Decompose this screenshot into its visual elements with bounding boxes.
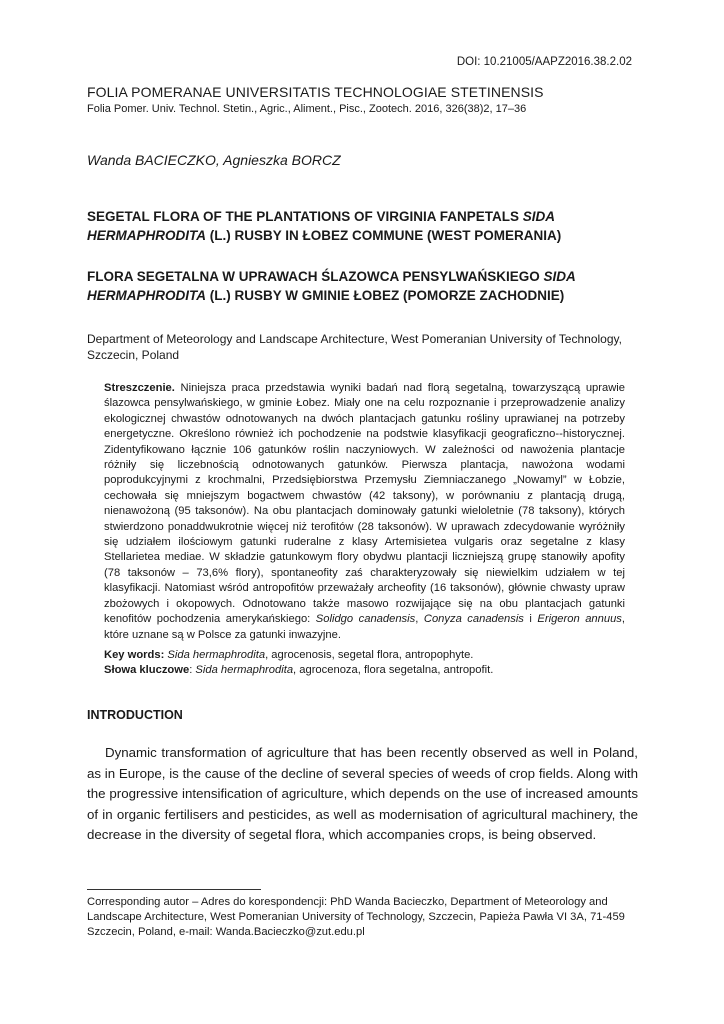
title-english [87,207,647,245]
keywords-en-label: Key words: [104,649,165,661]
title-en-part2: (L.) RUSBY IN ŁOBEZ COMMUNE (WEST POMERANIA) [206,228,562,243]
title-pl-part2: (L.) RUSBY W GMINIE ŁOBEZ (POMORZE ZACHODNIE) [206,288,565,303]
introduction-heading: INTRODUCTION [87,708,183,722]
keywords-pl-label: Słowa kluczowe [104,664,190,677]
abstract-species-3: Erigeron annuus [537,613,622,626]
keywords-pl-rest: , agrocenoza, flora segetalna, antropofit. [293,664,494,677]
title-en-part1: SEGETAL FLORA OF THE PLANTATIONS OF VIRGINIA FANPETALS [87,209,523,224]
abstract-sep-1: , [415,613,424,626]
keywords-en-rest: , agrocenosis, segetal flora, antropophyte. [265,649,474,661]
journal-title: FOLIA POMERANAE UNIVERSITATIS TECHNOLOGIAE STETINENSIS [87,84,544,100]
keywords-pl-species: Sida hermaphrodita [195,664,294,677]
title-pl-part1: FLORA SEGETALNA W UPRAWACH ŚLAZOWCA PENSYLWAŃSKIEGO [87,269,544,284]
abstract-text: Niniejsza praca przedstawia wyniki badań nad florą segetalną, towarzyszącą uprawie ślazowca pensylwańskiego, w gminie Łobez. Miały one na celu rozpoznanie i przeprowadzenie analizy ekologicznej chwastów odnotowanych na dwóch plantacjach gatunku rośliny uprawianej na potrzeby energetyczne. Określono również ich pochodzenie na podstwie klasyfikacji geograficzno--historycznej. Zidentyfikowano łącznie 106 gatunków roślin naczyniowych. W zależności od nawożenia plantacje różniły się liczebnością odnotowanych gatunków. Pierwsza plantacja, nawożona wodami poprodukcyjnymi z krochmalni, Przedsiębiorstwa Przemysłu Ziemniaczanego „Nowamyl” w Łobzie, cechowała się mniejszym bogactwem chwastów (42 taksony), w porównaniu z plantacją drugą, nienawożoną (95 taksonów). Na obu plantacjach dominowały gatunki wieloletnie (78 taksony), których stwierdzono ponaddwukrotnie więcej niż terofitów (28 taksonów). W uprawach zdecydowanie wyróżniły się udziałem ilościowym gatunki ruderalne z klasy Artemisietea vulgaris oraz segetalne z klasy Stellarietea mediae. W składzie gatunkowym flory obydwu plantacji liczniejszą grupę stanowiły apofity (78 taksonów – 73,6% flory), spontaneofity zaś charakteryzowały się niewielkim udziałem w tej klasyfikacji. Natomiast wśród antropofitów przeważały archeofity (16 taksonów), głównie chwasty upraw zbożowych i okopowych. Odnotowano także masowo rozwijające się na obu plantacjach gatunki kenofitów pochodzenia amerykańskiego: [104,382,625,626]
footnote-rule [87,889,261,890]
footnote: Corresponding autor – Adres do korespondencji: PhD Wanda Bacieczko, Department of Meteorology and Landscape Architecture, West Pomeranian University of Technology, Szczecin, Papieża Pawła VI 3A, 71-459 Szczecin, Poland, e-mail: Wanda.Bacieczko@zut.edu.pl [87,896,625,939]
abstract [104,381,625,643]
title-en-species: SIDA HERMAPHRODITA [87,209,555,243]
journal-citation: Folia Pomer. Univ. Technol. Stetin., Agric., Aliment., Pisc., Zootech. 2016, 326(38)2, 17–36 [87,103,527,115]
journal-header [87,84,647,115]
abstract-sep-2: i [523,613,538,626]
doi: DOI: 10.21005/AAPZ2016.38.2.02 [456,56,632,68]
keywords-pl [104,663,625,678]
keywords [104,648,625,679]
abstract-end: , które uznane są w Polsce za gatunki inwazyjne. [104,613,626,641]
title-polish [87,267,647,305]
keywords-en [104,648,625,663]
title-pl-species: SIDA HERMAPHRODITA [87,269,576,303]
abstract-species-1: Solidgo canadensis [315,613,416,626]
abstract-label: Streszczenie. [104,382,175,394]
abstract-species-2: Conyza canadensis [423,613,524,626]
authors: Wanda BACIECZKO, Agnieszka BORCZ [87,152,341,168]
keywords-pl-colon: : [189,664,196,677]
affiliation: Department of Meteorology and Landscape Architecture, West Pomeranian University of Technology, Szczecin, Poland [87,332,622,362]
keywords-en-species: Sida hermaphrodita [167,649,266,661]
introduction-text: Dynamic transformation of agriculture that has been recently observed as well in Poland, as in Europe, is the cause of the decline of several species of weeds of crop fields. Along with the progressive intensification of agriculture, which depends on the use of increased amounts of in organic fertilisers and pesticides, as well as modernisation of agricultural machinery, the decrease in the diversity of segetal flora, which accompanies crops, is being observed. [87,745,638,843]
